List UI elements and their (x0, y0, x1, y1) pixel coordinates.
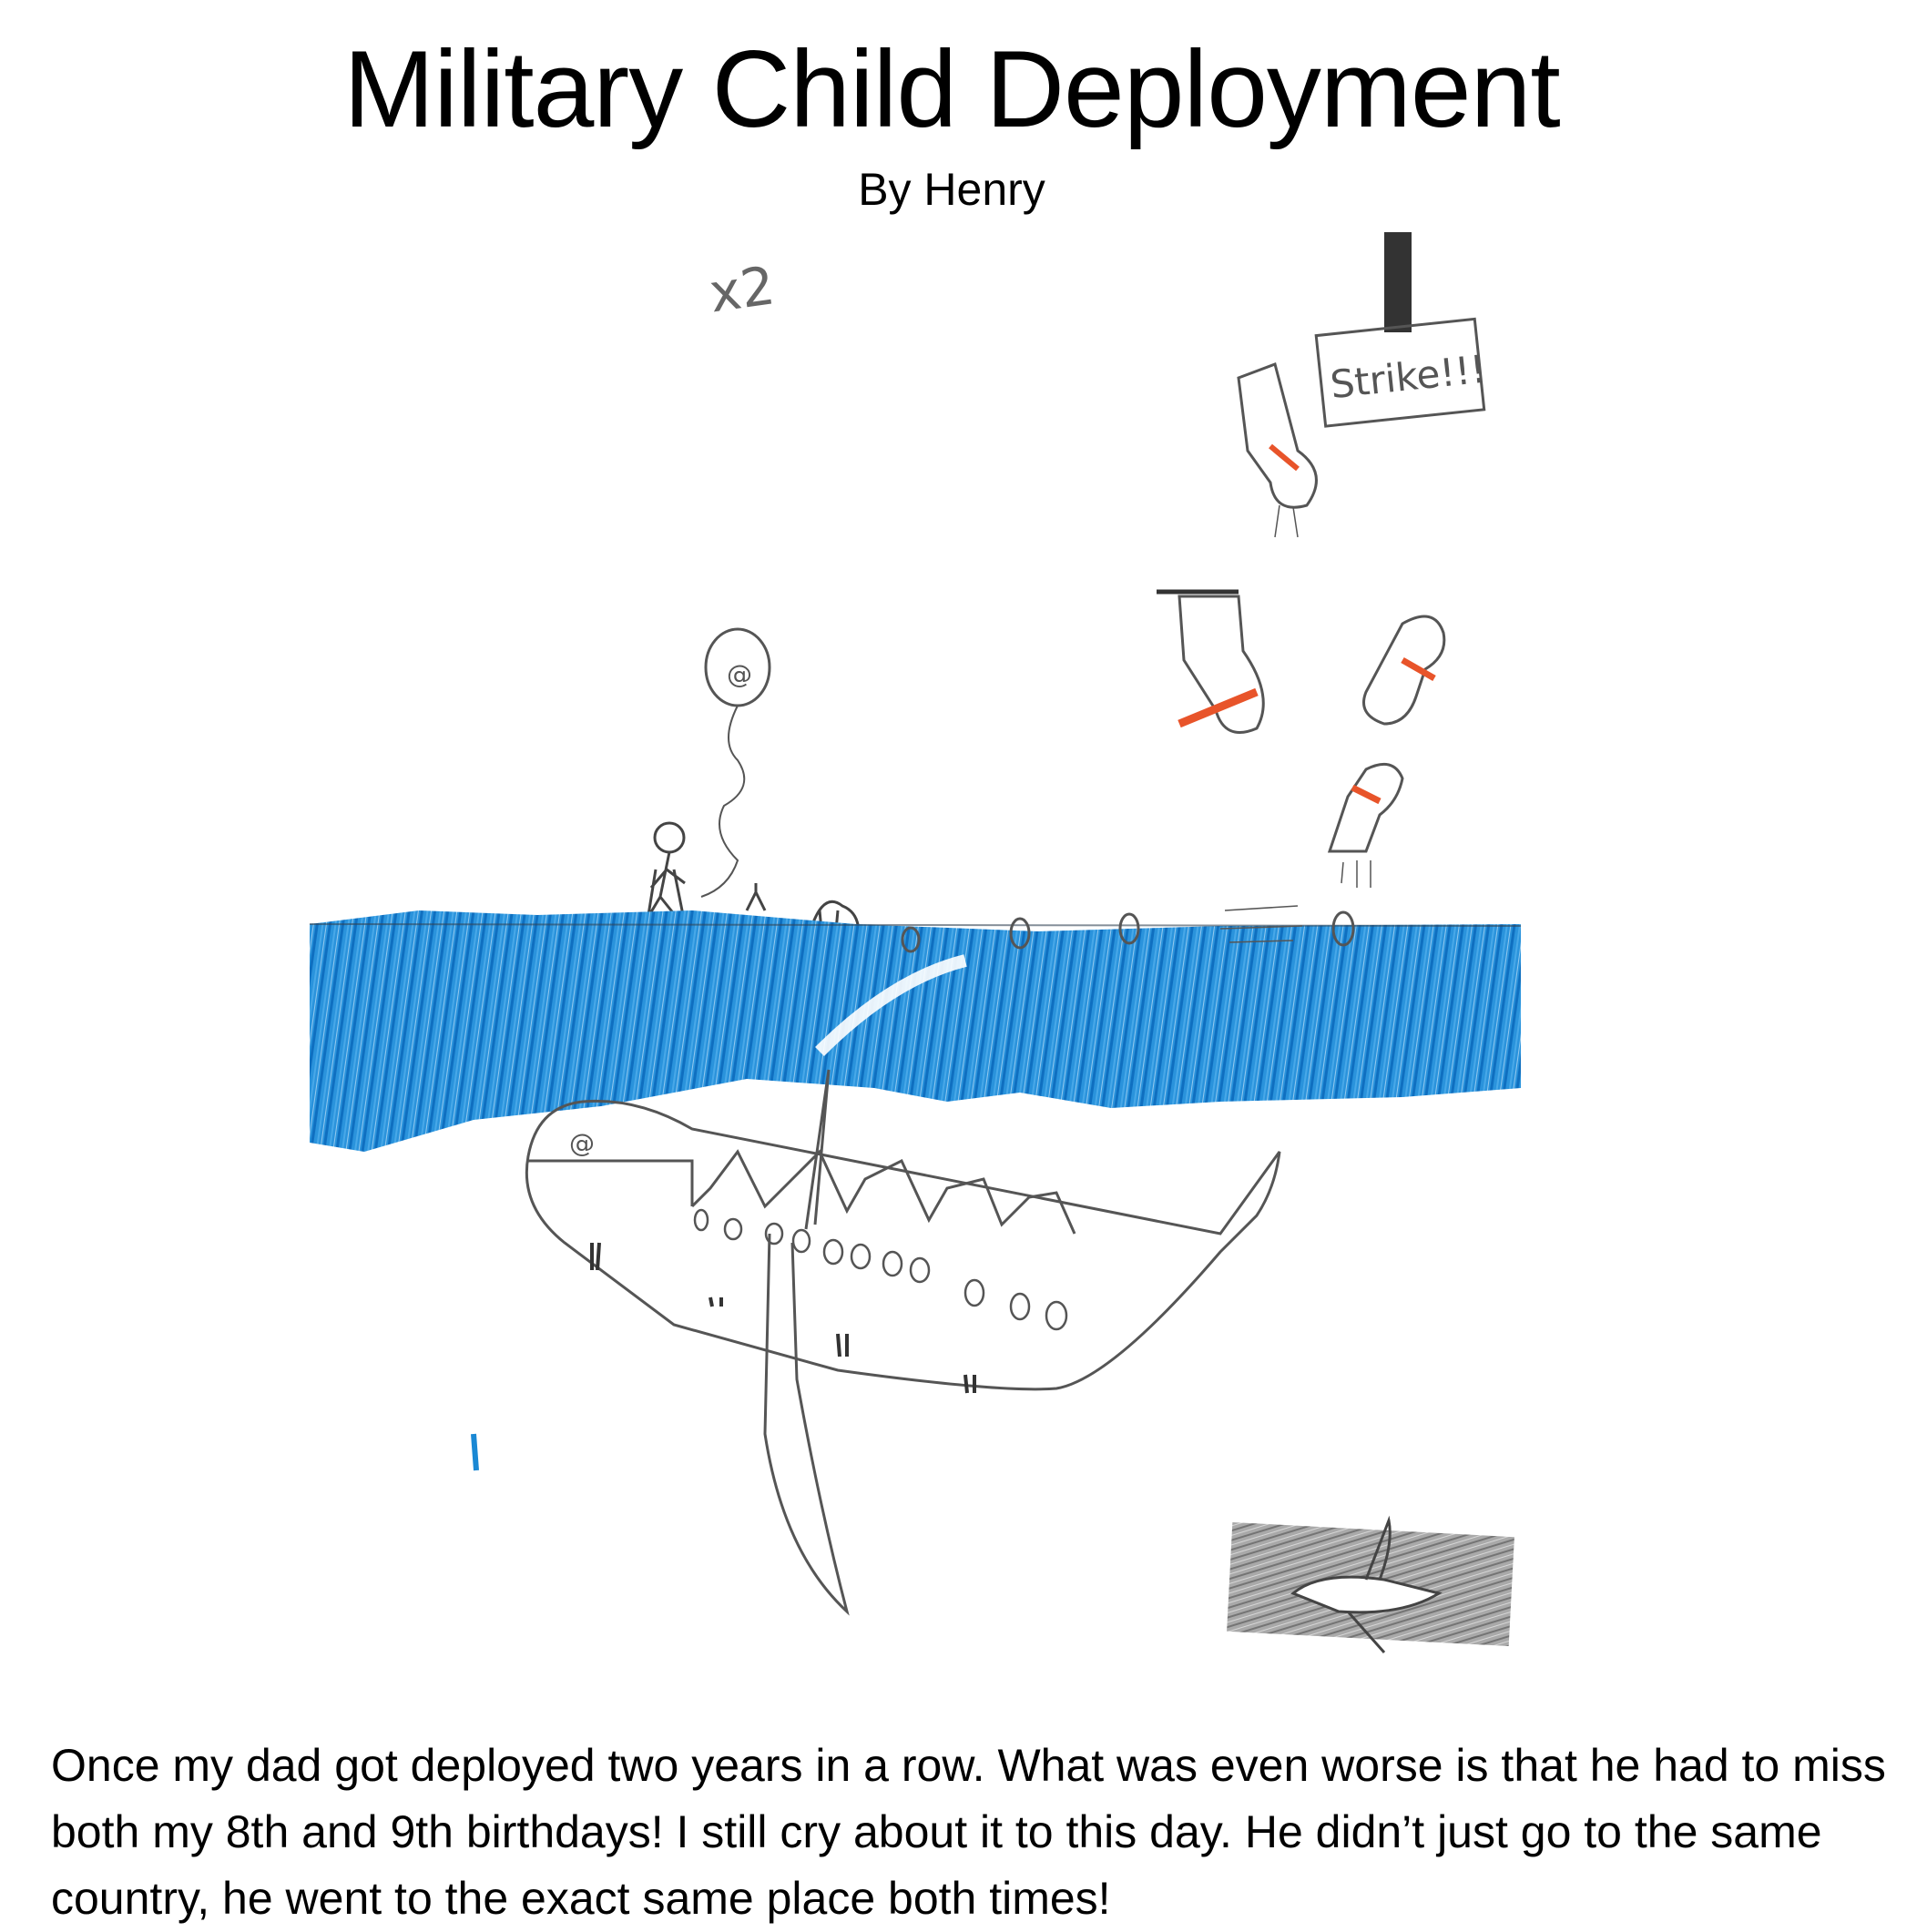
balloon (701, 629, 770, 897)
airplane (526, 1070, 1280, 1612)
water-band (310, 910, 1521, 1152)
airplane-windows (695, 1210, 1066, 1329)
bowling-pin-4 (1330, 764, 1402, 888)
svg-text:@: @ (727, 659, 752, 689)
blue-mark (474, 1434, 476, 1470)
story-paragraph: Once my dad got deployed two years in a row. What was even worse is that he had to miss both my 8th and 9th birthdays! I still cry about it to this day. He didn’t just go to the same country, he went to the exact same place both times! (51, 1740, 1886, 1924)
times-two-label: x2 (705, 254, 779, 325)
bowling-pin-3 (1364, 616, 1444, 724)
airplane-wheels (592, 1243, 974, 1393)
bowling-pin-1 (1239, 364, 1316, 537)
page-title: Military Child Deployment (343, 28, 1560, 150)
stick-figure (647, 823, 685, 920)
svg-text:@: @ (569, 1128, 595, 1158)
child-drawing (310, 232, 1521, 1689)
boxed-sketch (1227, 1520, 1514, 1652)
strike-sign (1316, 232, 1488, 426)
sign-text: Strike!!! (1328, 346, 1488, 408)
sign-pole (1384, 232, 1412, 332)
author-byline: By Henry (858, 164, 1045, 215)
bowling-pin-2 (1157, 592, 1263, 733)
